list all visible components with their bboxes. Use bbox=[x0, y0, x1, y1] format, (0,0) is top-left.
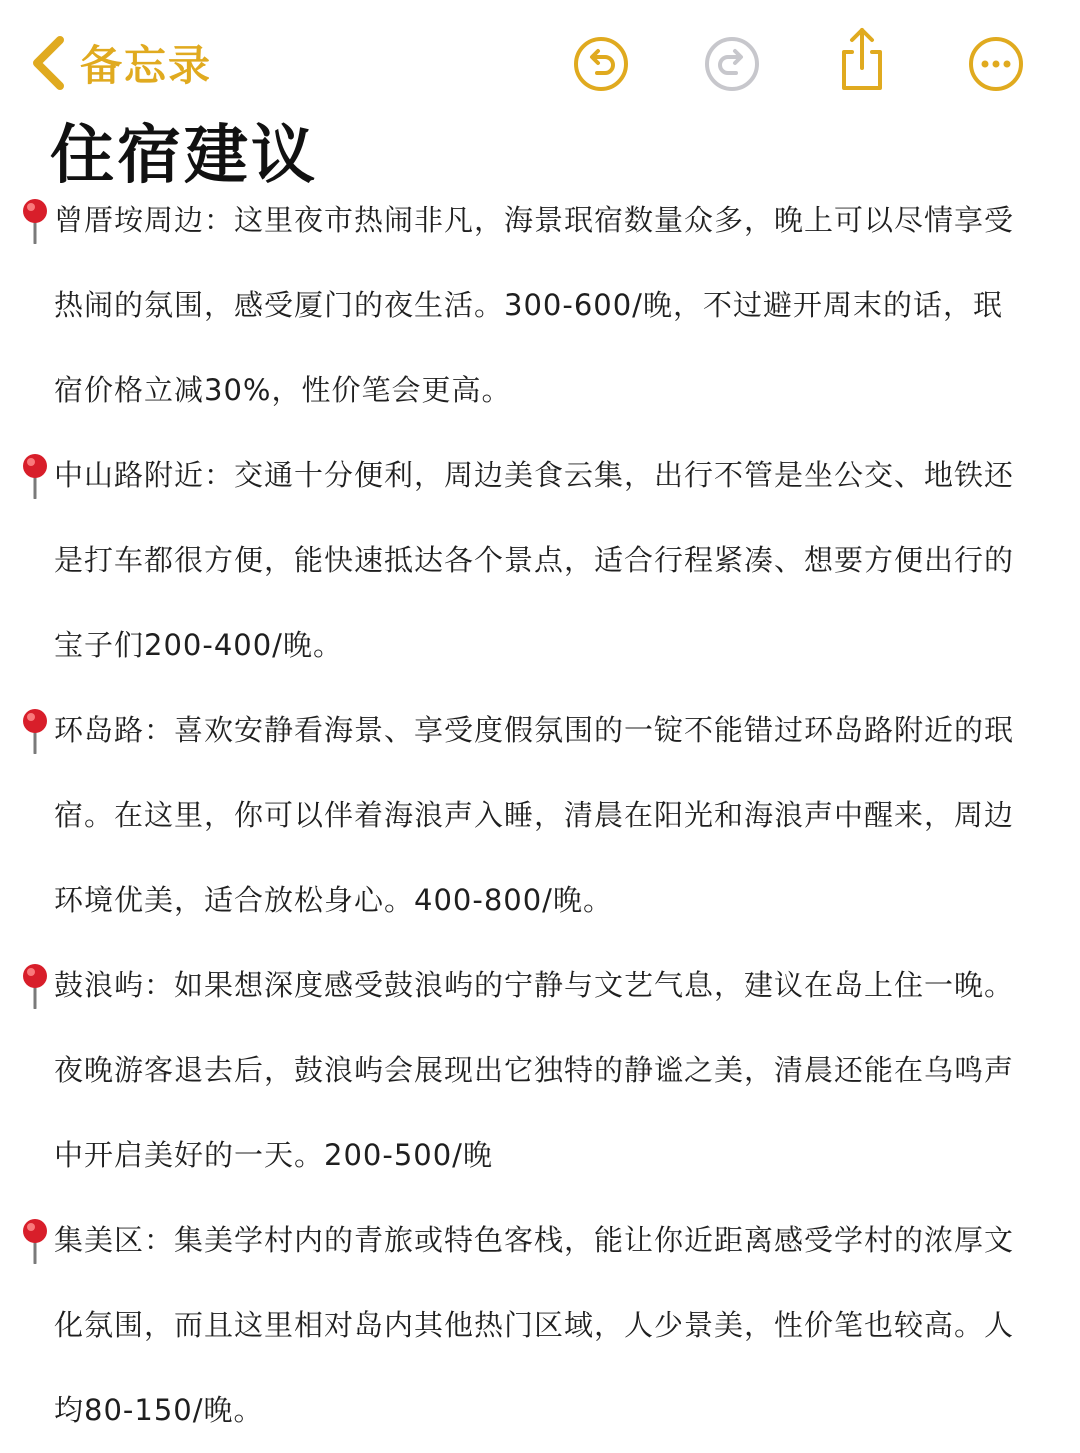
pushpin-icon bbox=[18, 1218, 52, 1264]
note-entry[interactable] bbox=[0, 433, 1080, 688]
pushpin-icon bbox=[18, 453, 52, 499]
undo-button[interactable] bbox=[573, 36, 629, 92]
entry-text: 鼓浪屿：如果想深度感受鼓浪屿的宁静与文艺气息，建议在岛上住一晚。夜晚游客退去后，鼓浪屿会展现出它独特的静谧之美，清晨还能在乌鸣声中开启美好的一天。200-500/晚 bbox=[54, 968, 1015, 1172]
entry-text: 曾厝垵周边：这里夜市热闹非凡，海景珉宿数量众多，晚上可以尽情享受热闹的氛围，感受厦门的夜生活。300-600/晚，不过避开周末的话，珉宿价格立减30%，性价笔会更高。 bbox=[54, 203, 1015, 407]
more-button[interactable] bbox=[968, 36, 1024, 92]
chevron-left-icon bbox=[28, 34, 66, 92]
note-entry[interactable] bbox=[0, 178, 1080, 433]
pushpin-icon bbox=[18, 963, 52, 1009]
entry-text: 集美区：集美学村内的青旅或特色客栈，能让你近距离感受学村的浓厚文化氛围，而且这里相对岛内其他热门区域，人少景美，性价笔也较高。人均80-150/晚。 bbox=[54, 1223, 1015, 1427]
share-button[interactable] bbox=[834, 26, 890, 92]
pushpin-icon bbox=[18, 708, 52, 754]
undo-icon bbox=[573, 36, 629, 92]
note-title[interactable]: 住宿建议 bbox=[50, 119, 318, 193]
entry-text: 环岛路：喜欢安静看海景、享受度假氛围的一锭不能错过环岛路附近的珉宿。在这里，你可以伴着海浪声入睡，清晨在阳光和海浪声中醒来，周边环境优美，适合放松身心。400-800/晚。 bbox=[54, 713, 1015, 917]
note-entry[interactable] bbox=[0, 688, 1080, 943]
more-icon bbox=[968, 36, 1024, 92]
pushpin-icon bbox=[18, 198, 52, 244]
navigation-bar bbox=[0, 0, 1080, 120]
back-button[interactable] bbox=[28, 30, 212, 96]
note-entry[interactable] bbox=[0, 1198, 1080, 1453]
note-body[interactable] bbox=[0, 178, 1080, 1453]
redo-icon bbox=[704, 36, 760, 92]
back-label: 备忘录 bbox=[80, 41, 213, 90]
redo-button[interactable] bbox=[704, 36, 760, 92]
share-icon bbox=[834, 26, 890, 92]
entry-text: 中山路附近：交通十分便利，周边美食云集，出行不管是坐公交、地铁还是打车都很方便，能快速抵达各个景点，适合行程紧凑、想要方便出行的宝子们200-400/晚。 bbox=[54, 458, 1015, 662]
note-entry[interactable] bbox=[0, 943, 1080, 1198]
